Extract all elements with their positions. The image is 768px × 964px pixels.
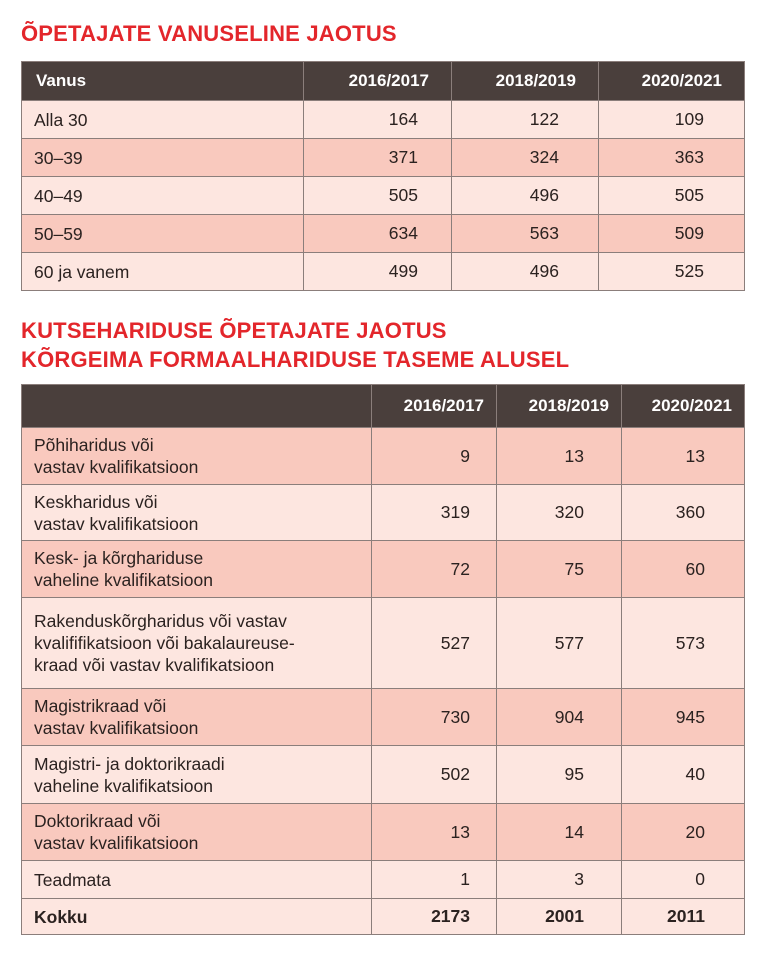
row-label-line: Keskharidus või xyxy=(34,491,158,512)
row-label: Alla 30 xyxy=(22,101,304,139)
row-label xyxy=(22,598,372,689)
cell-value: 122 xyxy=(452,101,599,139)
cell-value: 1 xyxy=(372,861,497,899)
cell-value: 363 xyxy=(599,139,745,177)
cell-value: 360 xyxy=(622,485,745,541)
row-label-line: Põhiharidus või xyxy=(34,435,154,455)
cell-value: 502 xyxy=(372,746,497,804)
column-header: 2020/2021 xyxy=(622,385,745,428)
cell-value: 95 xyxy=(497,746,622,804)
row-label xyxy=(22,541,372,598)
table-row xyxy=(22,598,745,689)
row-label-line: vaheline kvalifikatsioon xyxy=(34,775,213,796)
table-row xyxy=(22,541,745,598)
table-row xyxy=(22,428,745,485)
table-row xyxy=(22,177,745,215)
cell-value: 3 xyxy=(497,861,622,899)
row-label: 60 ja vanem xyxy=(22,253,304,291)
row-label: 30–39 xyxy=(22,139,304,177)
age-distribution-table xyxy=(21,61,745,291)
column-header: 2018/2019 xyxy=(452,62,599,101)
cell-value: 60 xyxy=(622,541,745,598)
education-title-line: KUTSEHARIDUSE ÕPETAJATE JAOTUS xyxy=(21,318,447,343)
row-label-line: vastav kvalifikatsioon xyxy=(34,513,199,534)
total-value: 2001 xyxy=(497,899,622,935)
cell-value: 527 xyxy=(372,598,497,689)
cell-value: 9 xyxy=(372,428,497,485)
row-label-line: vastav kvalifikatsioon xyxy=(34,457,199,477)
cell-value: 324 xyxy=(452,139,599,177)
cell-value: 40 xyxy=(622,746,745,804)
cell-value: 945 xyxy=(622,689,745,746)
age-table-title-text: ÕPETAJATE VANUSELINE JAOTUS xyxy=(21,21,397,46)
column-header: 2018/2019 xyxy=(497,385,622,428)
table-header-row xyxy=(22,385,745,428)
cell-value: 14 xyxy=(497,804,622,861)
cell-value: 509 xyxy=(599,215,745,253)
table-row xyxy=(22,689,745,746)
cell-value: 13 xyxy=(497,428,622,485)
cell-value: 0 xyxy=(622,861,745,899)
cell-value: 496 xyxy=(452,177,599,215)
row-label xyxy=(22,689,372,746)
table-row xyxy=(22,139,745,177)
table-row xyxy=(22,861,745,899)
cell-value: 496 xyxy=(452,253,599,291)
cell-value: 371 xyxy=(304,139,452,177)
education-title-line: KÕRGEIMA FORMAALHARIDUSE TASEME ALUSEL xyxy=(21,347,570,372)
cell-value: 563 xyxy=(452,215,599,253)
table-row xyxy=(22,485,745,541)
row-label-line: Magistri- ja doktorikraadi xyxy=(34,753,225,774)
total-label: Kokku xyxy=(22,899,372,935)
cell-value: 13 xyxy=(372,804,497,861)
cell-value: 72 xyxy=(372,541,497,598)
cell-value: 525 xyxy=(599,253,745,291)
education-table-title xyxy=(21,316,569,374)
cell-value: 13 xyxy=(622,428,745,485)
table-row xyxy=(22,215,745,253)
cell-value: 499 xyxy=(304,253,452,291)
row-label: 40–49 xyxy=(22,177,304,215)
cell-value: 319 xyxy=(372,485,497,541)
column-header xyxy=(22,385,372,428)
column-header: 2020/2021 xyxy=(599,62,745,101)
row-label-line: vaheline kvalifikatsioon xyxy=(34,570,213,590)
table-row xyxy=(22,101,745,139)
row-label xyxy=(22,746,372,804)
total-row xyxy=(22,899,745,935)
row-label xyxy=(22,428,372,485)
cell-value: 904 xyxy=(497,689,622,746)
table-header-row xyxy=(22,62,745,101)
cell-value: 505 xyxy=(304,177,452,215)
row-label-line: Magistrikraad või xyxy=(34,696,167,716)
row-label-line: Teadmata xyxy=(34,869,111,890)
table-row xyxy=(22,253,745,291)
row-label-line: Rakenduskõrgharidus või vastav xyxy=(34,611,287,631)
cell-value: 634 xyxy=(304,215,452,253)
column-header: 2016/2017 xyxy=(372,385,497,428)
total-value: 2011 xyxy=(622,899,745,935)
total-value: 2173 xyxy=(372,899,497,935)
age-table-title xyxy=(21,19,397,48)
row-label-line: vastav kvalifikatsioon xyxy=(34,718,199,738)
education-level-table xyxy=(21,384,745,935)
cell-value: 75 xyxy=(497,541,622,598)
row-label xyxy=(22,485,372,541)
cell-value: 320 xyxy=(497,485,622,541)
cell-value: 109 xyxy=(599,101,745,139)
row-label: 50–59 xyxy=(22,215,304,253)
row-label-line: vastav kvalifikatsioon xyxy=(34,833,199,853)
cell-value: 730 xyxy=(372,689,497,746)
cell-value: 20 xyxy=(622,804,745,861)
column-header: 2016/2017 xyxy=(304,62,452,101)
row-label xyxy=(22,861,372,899)
cell-value: 164 xyxy=(304,101,452,139)
column-header: Vanus xyxy=(22,62,304,101)
table-row xyxy=(22,804,745,861)
row-label-line: Doktorikraad või xyxy=(34,811,161,831)
cell-value: 573 xyxy=(622,598,745,689)
table-row xyxy=(22,746,745,804)
cell-value: 577 xyxy=(497,598,622,689)
row-label-line: kraad või vastav kvalifikatsioon xyxy=(34,655,275,675)
cell-value: 505 xyxy=(599,177,745,215)
row-label-line: kvalififikatsioon või bakalaureuse- xyxy=(34,633,295,653)
row-label xyxy=(22,804,372,861)
row-label-line: Kesk- ja kõrghariduse xyxy=(34,548,204,568)
